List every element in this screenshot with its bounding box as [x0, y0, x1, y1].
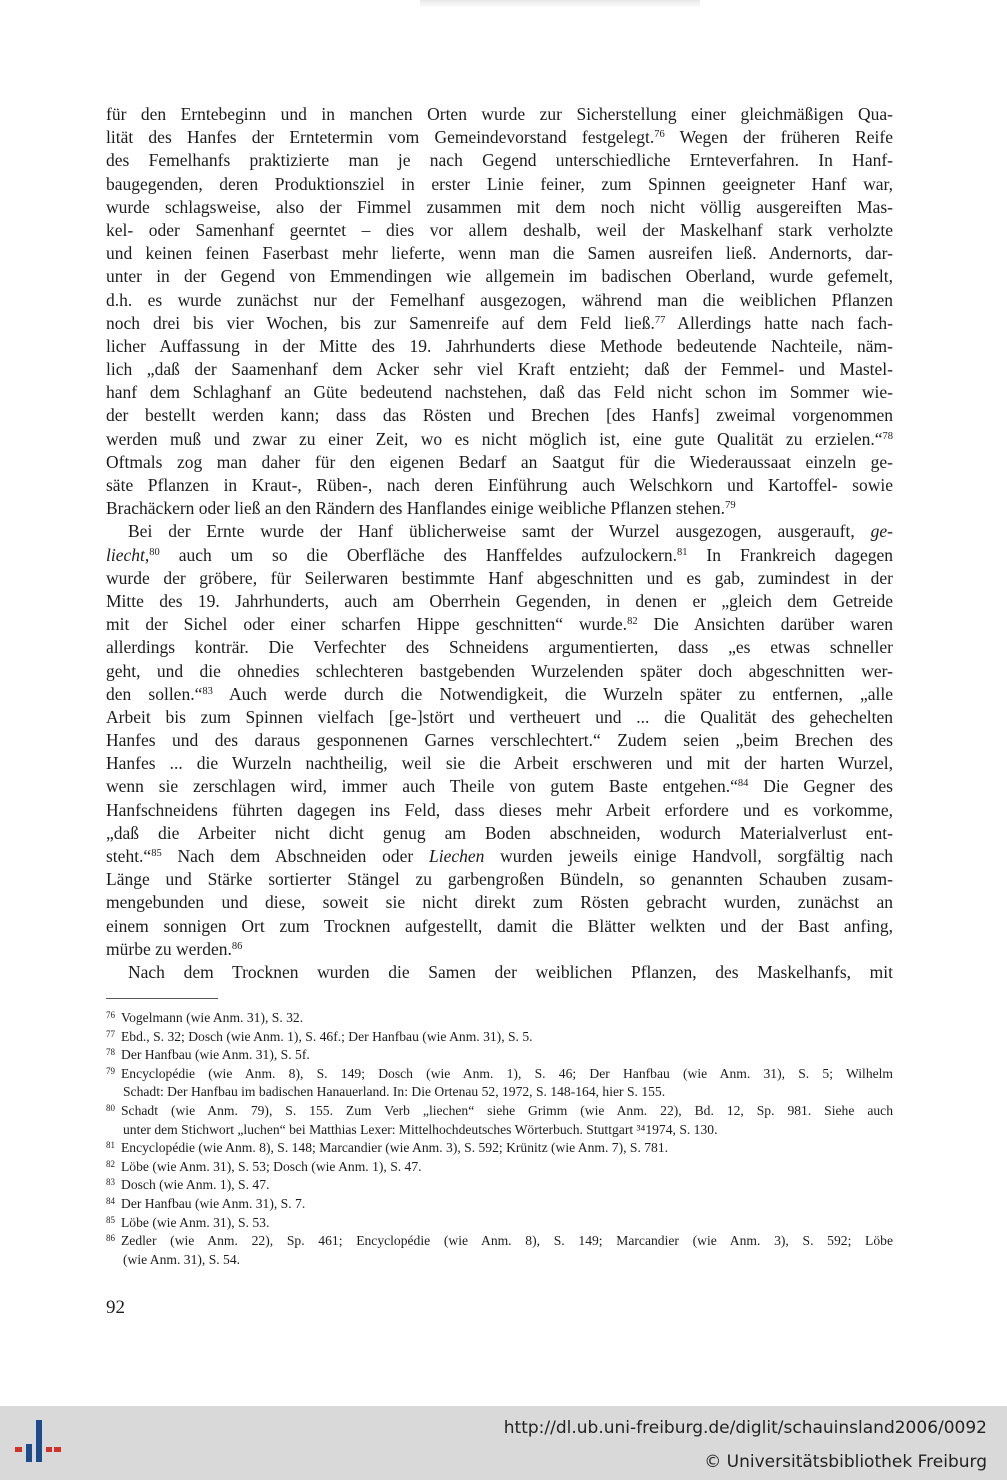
footnote: $^{85}$ Löbe (wie Anm. 31), S. 53. — [106, 1214, 270, 1230]
text-line: lität des Hanfes der Erntetermin vom Gemeindevorstand festgelegt.$^{76}$ Wegen der früheren Reife — [106, 127, 893, 148]
text-line: säte Pflanzen in Kraut-, Rüben-, nach deren Einführung auch Welschkorn und Kartoffel- sowie — [106, 475, 893, 495]
text-line: d.h. es wurde zunächst nur der Femelhanf ausgezogen, während man die weiblichen Pflanzen — [106, 289, 893, 310]
text-line: kel- oder Samenhanf geerntet – dies vor allem deshalb, weil der Maskelhanf stark verholzte — [106, 219, 893, 240]
footnote-continuation: unter dem Stichwort „luchen“ bei Matthias Lexer: Mittelhochdeutsches Wörterbuch. Stuttgart ³⁴1974, S. 130. — [123, 1121, 718, 1137]
footnote-ref[interactable]: 77 — [654, 314, 666, 326]
text-line: wurde schlagsweise, also der Fimmel zusammen mit dem noch nicht völlig ausgereiften Mas- — [106, 196, 893, 217]
source-link[interactable]: http://dl.ub.uni-freiburg.de/diglit/schauinsland2006/0092 — [503, 1418, 987, 1438]
text-line: wurde der gröbere, für Seilerwaren bestimmte Hanf abgeschnitten und es gab, zumindest in der — [106, 567, 893, 588]
text-line: liecht,$^{80}$ auch um so die Oberfläche des Hanffeldes aufzulockern.$^{81}$ In Frankreich dagegen — [106, 544, 893, 565]
text-line: Brachäckern oder ließ an den Rändern des Hanflandes einige weibliche Pflanzen stehen.$^{79}$ — [106, 498, 736, 519]
footnotes — [106, 1009, 893, 1269]
text-line: für den Erntebeginn und in manchen Orten wurde zur Sicherstellung einer gleichmäßigen Qua- — [106, 104, 893, 124]
text-line: licher Auffassung in der Mitte des 19. Jahrhunderts diese Methode bedeutende Nachteile, näm- — [106, 335, 893, 356]
text-line: wenn sie zerschlagen wird, immer auch Theile von gutem Baste entgehen.“$^{84}$ Die Gegner des — [106, 776, 893, 797]
text-line: allerdings konträr. Die Verfechter des Schneidens argumentierten, dass „es etwas schneller — [106, 637, 893, 658]
footnote: $^{78}$ Der Hanfbau (wie Anm. 31), S. 5f. — [106, 1047, 310, 1063]
text-line: mit der Sichel oder einer scharfen Hippe geschnitten“ wurde.$^{82}$ Die Ansichten darüber waren — [106, 614, 893, 635]
text-line: werden muß und zwar zu einer Zeit, wo es nicht möglich ist, eine gute Qualität zu erzielen.“$^{78}$ — [106, 428, 893, 449]
footnote-ref[interactable]: 78 — [882, 430, 893, 442]
footnote-continuation: (wie Anm. 31), S. 54. — [123, 1251, 241, 1267]
text-line: Mitte des 19. Jahrhunderts, auch am Oberrhein Gegenden, in denen er „gleich dem Getreide — [106, 590, 893, 611]
text-line: mürbe zu werden.$^{86}$ — [106, 938, 243, 959]
footnote: $^{77}$ Ebd., S. 32; Dosch (wie Anm. 1), S. 46f.; Der Hanfbau (wie Anm. 31), S. 5. — [106, 1028, 533, 1044]
text-line: steht.“$^{85}$ Nach dem Abschneiden oder Liechen wurden jeweils einige Handvoll, sorgfältig nach — [106, 846, 894, 866]
footnote-ref[interactable]: 82 — [627, 616, 638, 628]
text-line: Nach dem Trocknen wurden die Samen der weiblichen Pflanzen, des Maskelhanfs, mit — [128, 961, 893, 982]
text-line: der bestellt werden kann; dass das Rösten und Brechen [des Hanfs] zweimal vorgenommen — [106, 405, 893, 426]
footnote: $^{86}$ Zedler (wie Anm. 22), Sp. 461; Encyclopédie (wie Anm. 8), S. 149; Marcandier (wie Anm. 3), S. 592; Löbe — [106, 1233, 893, 1249]
footnote-ref[interactable]: 84 — [737, 778, 749, 790]
text-line: Hanfes ... die Wurzeln nachtheilig, weil sie die Arbeit erschweren und mit der harten Wurzel, — [106, 753, 893, 774]
footnote-ref[interactable]: 86 — [231, 940, 243, 952]
text-line: unter in der Gegend von Emmendingen wie allgemein im badischen Oberland, wurde gefemelt, — [106, 266, 893, 287]
text-line: mengebunden und diese, soweit sie nicht direkt zum Rösten gebracht wurden, zunächst an — [106, 892, 893, 913]
footnote: $^{81}$ Encyclopédie (wie Anm. 8), S. 148; Marcandier (wie Anm. 3), S. 592; Krünitz (wie Anm. 7), S. 781. — [106, 1140, 669, 1156]
text-line: baugegenden, deren Produktionsziel in erster Linie feiner, zum Spinnen geeigneter Hanf war, — [106, 173, 893, 194]
footnote: $^{79}$ Encyclopédie (wie Anm. 8), S. 149; Dosch (wie Anm. 1), S. 46; Der Hanfbau (wie Anm. 31), S. 5; Wilhelm — [106, 1065, 893, 1081]
main-text — [106, 103, 893, 984]
footnote-ref[interactable]: 83 — [202, 685, 213, 697]
text-line: Arbeit bis zum Spinnen vielfach [ge-]stört und vertheuert und ... die Qualität des gehechelten — [106, 706, 893, 727]
footnote: $^{84}$ Der Hanfbau (wie Anm. 31), S. 7. — [106, 1195, 306, 1211]
text-line: und keinen feinen Faserbast mehr lieferte, wenn man die Samen ausreifen ließ. Andernorts, dar- — [106, 243, 893, 264]
page-number: 92 — [106, 1297, 125, 1318]
text-line: Oftmals zog man daher für den eigenen Bedarf an Saatgut für die Wiederaussaat einzeln ge- — [106, 451, 893, 472]
footnote-ref[interactable]: 80 — [149, 546, 160, 558]
footnote-ref[interactable]: 85 — [151, 848, 162, 859]
footnote-divider — [106, 998, 218, 999]
footnote: $^{82}$ Löbe (wie Anm. 31), S. 53; Dosch (wie Anm. 1), S. 47. — [106, 1158, 422, 1174]
footnote: $^{80}$ Schadt (wie Anm. 79), S. 155. Zum Verb „liechen“ siehe Grimm (wie Anm. 22), Bd. 12, Sp. 981. Siehe auch — [106, 1102, 893, 1118]
text-line: des Femelhanfs praktizierte man je nach Gegend unterschiedliche Ernteverfahren. In Hanf- — [106, 150, 893, 171]
text-line: Bei der Ernte wurde der Hanf üblicherweise samt der Wurzel ausgezogen, ausgerauft, ge- — [128, 521, 894, 542]
text-line: „daß die Arbeiter nicht dicht genug am Boden abschneiden, wodurch Materialverlust ent- — [106, 822, 893, 843]
text-line: hanf dem Schlaghanf an Güte bedeutend nachstehen, daß das Feld nicht schon im Sommer wie- — [106, 382, 893, 403]
text-line: den sollen.“$^{83}$ Auch werde durch die Notwendigkeit, die Wurzeln später zu entfernen, „alle — [106, 683, 893, 704]
text-line: Hanfes und des daraus gesponnenen Garnes verschlechtert.“ Zudem seien „beim Brechen des — [106, 730, 893, 751]
footnote: $^{76}$ Vogelmann (wie Anm. 31), S. 32. — [106, 1010, 304, 1025]
text-line: Hanfschneidens führten dagegen ins Feld, dass dieses mehr Arbeit erfordere und es vorkomme, — [106, 799, 893, 820]
ub-freiburg-logo-icon[interactable] — [12, 1418, 64, 1470]
scan-artifact — [420, 0, 700, 8]
footnote: $^{83}$ Dosch (wie Anm. 1), S. 47. — [106, 1177, 270, 1193]
footnote-ref[interactable]: 79 — [725, 500, 736, 512]
text-line: einem sonnigen Ort zum Trocknen aufgestellt, damit die Blätter welkten und der Bast anfing, — [106, 915, 893, 936]
text-line: geht, und die ohnedies schlechteren bastgebenden Wurzelenden später doch abgeschnitten wer- — [106, 660, 893, 681]
footnote-continuation: Schadt: Der Hanfbau im badischen Hanauerland. In: Die Ortenau 52, 1972, S. 148-164, hier S. 155. — [123, 1084, 666, 1100]
copyright-text: © Universitätsbibliothek Freiburg — [704, 1452, 987, 1472]
text-line: Länge und Stärke sortierter Stängel zu garbengroßen Bündeln, so genannten Schauben zusam- — [106, 869, 893, 890]
footnote-ref[interactable]: 81 — [676, 546, 688, 558]
text-line: noch drei bis vier Wochen, bis zur Samenreife auf dem Feld ließ.$^{77}$ Allerdings hatte nach fach- — [106, 312, 893, 333]
footnote-ref[interactable]: 76 — [654, 129, 665, 141]
text-line: lich „daß der Saamenhanf dem Acker sehr viel Kraft entzieht; daß der Femmel- und Mastel- — [106, 359, 893, 380]
